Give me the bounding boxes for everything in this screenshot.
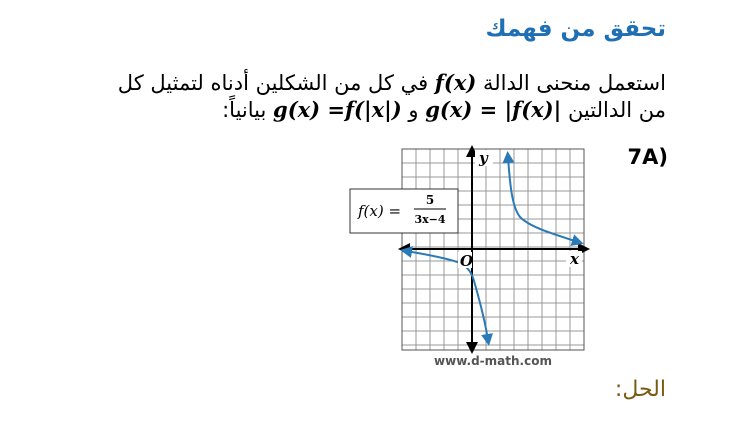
instruction-text-4: بيانياً: xyxy=(222,98,267,122)
problem-label: 7A) xyxy=(627,145,668,169)
watermark: www.d-math.com xyxy=(434,354,552,368)
function-g-absx-math: g(x) =f(|x|) xyxy=(273,97,402,122)
conjunction: و xyxy=(408,98,419,122)
instruction-text-3: من الدالتين xyxy=(567,98,666,122)
curve-left-branch xyxy=(406,251,488,340)
instruction-line-2 xyxy=(222,97,666,122)
function-g-abs-math: g(x) = |f(x)| xyxy=(425,97,562,122)
fraction-denominator: 3x−4 xyxy=(414,213,446,226)
function-graph xyxy=(340,145,590,375)
instruction-line-1 xyxy=(118,70,666,95)
function-label: f(x) = xyxy=(358,202,402,220)
answer-label: الحل: xyxy=(614,377,666,402)
section-title: تحقق من فهمك xyxy=(485,16,666,42)
y-axis-label: y xyxy=(479,149,488,167)
origin-label: O xyxy=(460,252,474,270)
function-f-math: f(x) xyxy=(434,70,477,95)
x-axis-label: x xyxy=(570,250,579,268)
instruction-text-1: استعمل منحنى الدالة xyxy=(482,71,666,95)
instruction-text-2: في كل من الشكلين أدناه لتمثيل كل xyxy=(117,71,429,95)
curve-right-branch xyxy=(508,157,578,242)
fraction-numerator: 5 xyxy=(425,193,435,207)
